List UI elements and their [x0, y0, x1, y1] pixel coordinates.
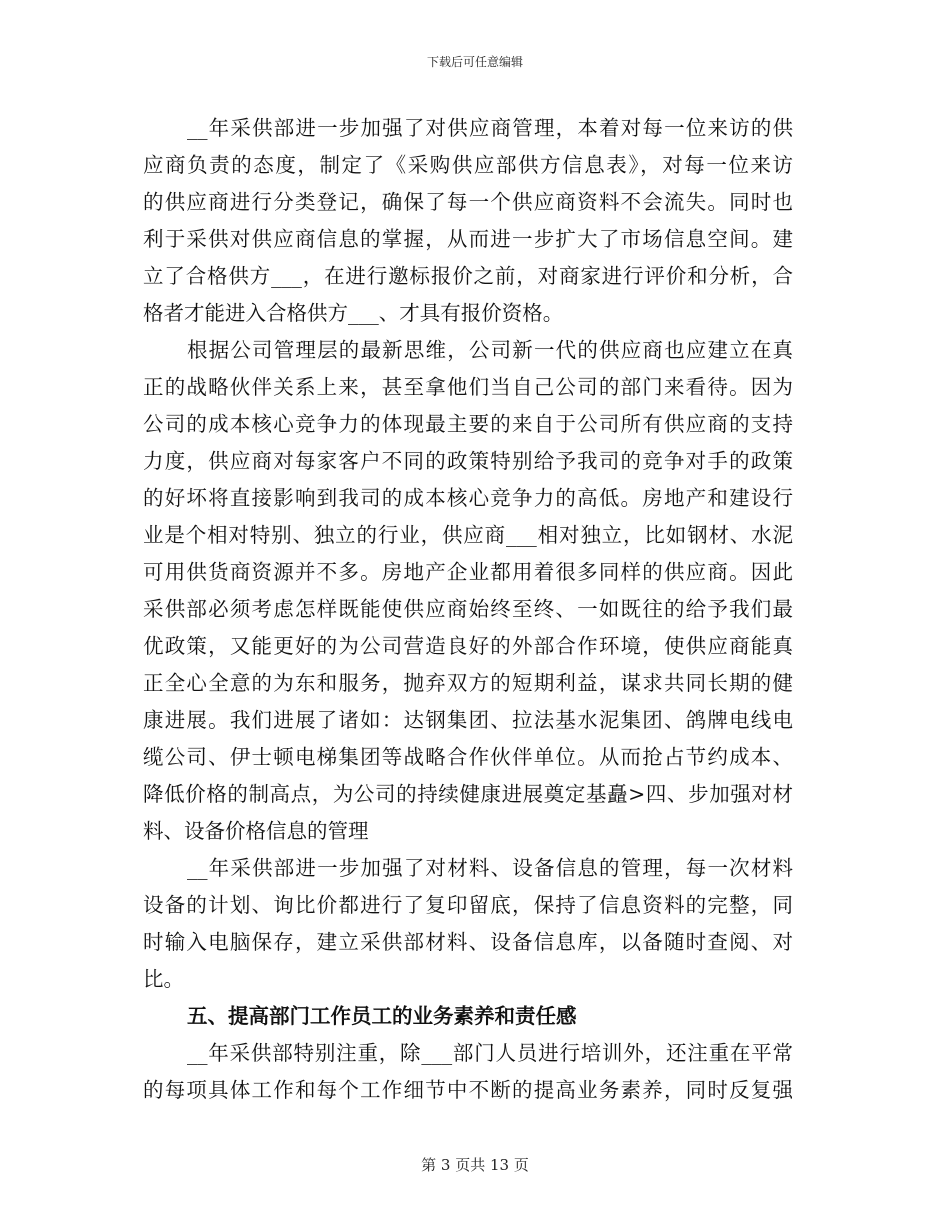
text-line: 根据公司管理层的最新思维，公司新一代的供应商也应建立在真 — [187, 338, 793, 362]
document-body — [143, 110, 793, 1109]
text-line: 料、设备价格信息的管理 — [143, 819, 369, 843]
section-heading: 五、提高部门工作员工的业务素养和责任感 — [187, 1004, 577, 1028]
text-line: 康进展。我们进展了诸如：达钢集团、拉法基水泥集团、鸽牌电线电 — [143, 708, 793, 732]
text-line: 缆公司、伊士顿电梯集团等战略合作伙伴单位。从而抢占节约成本、 — [143, 745, 793, 769]
text-line: 利于采供对供应商信息的掌握，从而进一步扩大了市场信息空间。建 — [143, 227, 793, 251]
page-number: 第 3 页共 13 页 — [421, 1156, 529, 1174]
text-line: 力度，供应商对每家客户不同的政策特别给予我司的竞争对手的政策 — [143, 449, 793, 473]
text-line: 的好坏将直接影响到我司的成本核心竞争力的高低。房地产和建设行 — [143, 486, 793, 510]
text-line: 的每项具体工作和每个工作细节中不断的提高业务素养，同时反复强 — [143, 1078, 793, 1102]
text-line: 采供部必须考虑怎样既能使供应商始终至终、一如既往的给予我们最 — [143, 597, 793, 621]
text-line: 立了合格供方___，在进行邀标报价之前，对商家进行评价和分析，合 — [143, 264, 793, 288]
text-line: 格者才能进入合格供方___、才具有报价资格。 — [143, 301, 564, 325]
text-line: 业是个相对特别、独立的行业，供应商___相对独立，比如钢材、水泥 — [143, 523, 793, 547]
text-line: 公司的成本核心竞争力的体现最主要的来自于公司所有供应商的支持 — [143, 412, 793, 436]
text-line: 降低价格的制高点，为公司的持续健康进展奠定基矗>四、步加强对材 — [143, 782, 793, 806]
text-line: 设备的计划、询比价都进行了复印留底，保持了信息资料的完整，同 — [143, 893, 793, 917]
paragraph — [143, 110, 793, 332]
text-line: 应商负责的态度，制定了《采购供应部供方信息表》，对每一位来访 — [143, 153, 793, 177]
text-line: 可用供货商资源并不多。房地产企业都用着很多同样的供应商。因此 — [143, 560, 793, 584]
text-line: 优政策，又能更好的为公司营造良好的外部合作环境，使供应商能真 — [143, 634, 793, 658]
paragraph — [143, 850, 793, 998]
paragraph — [143, 1035, 793, 1109]
text-line: 正的战略伙伴关系上来，甚至拿他们当自己公司的部门来看待。因为 — [143, 375, 793, 399]
text-line: __年采供部进一步加强了对材料、设备信息的管理，每一次材料 — [187, 856, 793, 880]
text-line: __年采供部进一步加强了对供应商管理，本着对每一位来访的供 — [187, 116, 793, 140]
paragraph — [143, 332, 793, 850]
text-line: 的供应商进行分类登记，确保了每一个供应商资料不会流失。同时也 — [143, 190, 793, 214]
text-line: __年采供部特别注重，除___部门人员进行培训外，还注重在平常 — [187, 1041, 793, 1065]
text-line: 正全心全意的为东和服务，抛弃双方的短期利益，谋求共同长期的健 — [143, 671, 793, 695]
page-header: 下载后可任意编辑 — [426, 55, 523, 69]
text-line: 比。 — [143, 967, 184, 991]
text-line: 时输入电脑保存，建立采供部材料、设备信息库，以备随时查阅、对 — [143, 930, 793, 954]
